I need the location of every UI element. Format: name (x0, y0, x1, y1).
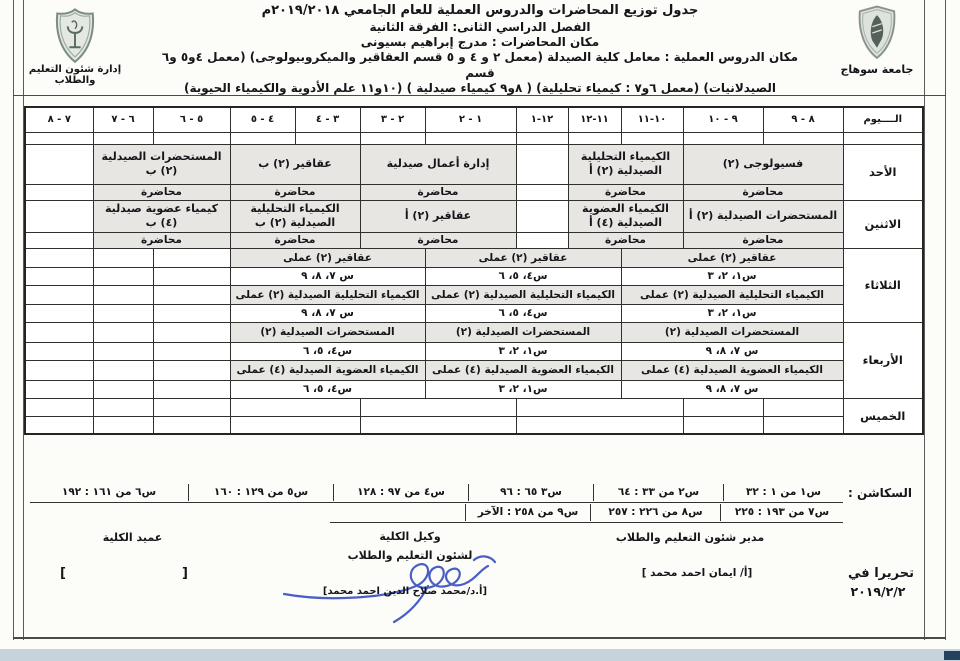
university-name: جامعة سوهاج (840, 63, 914, 76)
time-hours-cell: س١، ٢، ٣ (425, 342, 621, 360)
pharmacy-college-logo-icon (50, 7, 100, 65)
empty-cell (230, 416, 360, 434)
empty-cell (153, 398, 230, 416)
day-cell-tuesday: الثلاثاء (843, 248, 923, 322)
sections-label: السكاشن : (848, 486, 912, 500)
university-logo-icon (851, 5, 903, 61)
section-range-item: س٤ من ٩٧ : ١٢٨ (333, 484, 468, 501)
section-range-item: س٥ من ١٢٩ : ١٦٠ (188, 484, 333, 501)
time-hours-cell: س١، ٢، ٣ (621, 267, 843, 285)
monday-lecture-row (25, 232, 923, 248)
subject-cell: الكيمياء العضوية الصيدلية (٤) أ (568, 200, 683, 232)
empty-cell (360, 132, 425, 144)
subject-cell: الكيمياء التحليلية الصيدلية (٢) ب (230, 200, 360, 232)
empty-cell (25, 380, 93, 398)
subject-cell: الكيمياء التحليلية الصيدلية (٢) عملى (425, 285, 621, 304)
empty-cell (25, 232, 93, 248)
empty-cell (25, 200, 93, 232)
empty-cell (516, 416, 683, 434)
time-hours-cell: س ٧، ٨، ٩ (230, 267, 425, 285)
empty-cell (25, 416, 93, 434)
empty-cell (25, 304, 93, 322)
tuesday-hours-row-1 (25, 267, 923, 285)
empty-cell (25, 132, 93, 144)
time-slot-header: ١ - ٢ (425, 107, 516, 132)
lecture-type-cell: محاضرة (230, 232, 360, 248)
wednesday-practical-row-1 (25, 322, 923, 342)
empty-cell (153, 248, 230, 267)
empty-cell (25, 267, 93, 285)
time-slot-header: ١٠-١١ (621, 107, 683, 132)
empty-cell (516, 398, 683, 416)
empty-cell (516, 232, 568, 248)
empty-cell (153, 360, 230, 380)
empty-cell (93, 380, 153, 398)
subject-cell: عقاقير (٢) عملى (621, 248, 843, 267)
empty-cell (25, 285, 93, 304)
time-hours-cell: س٤، ٥، ٦ (230, 380, 425, 398)
time-hours-cell: س ٧، ٨، ٩ (621, 342, 843, 360)
empty-cell (25, 342, 93, 360)
tuesday-practical-row-1 (25, 248, 923, 267)
subject-cell: المستحضرات الصيدلية (٢) ب (93, 144, 230, 184)
section-range-item: س٣ ٦٥ : ٩٦ (468, 484, 593, 501)
time-slot-header: ٣ - ٤ (295, 107, 360, 132)
tuesday-practical-row-2 (25, 285, 923, 304)
lecture-type-cell: محاضرة (683, 184, 843, 200)
section-range-item: س٨ من ٢٢٦ : ٢٥٧ (590, 504, 720, 521)
time-hours-cell: س٤، ٥، ٦ (425, 304, 621, 322)
empty-cell (843, 132, 923, 144)
subject-cell: فسيولوجى (٢) (683, 144, 843, 184)
subject-cell: الكيمياء العضوية الصيدلية (٤) عملى (230, 360, 425, 380)
schedule-table (24, 106, 924, 435)
vice-dean-title: وكيل الكلية (379, 530, 441, 543)
dean-title: عميد الكلية (102, 531, 163, 544)
lecture-type-cell: محاضرة (230, 184, 360, 200)
empty-cell (93, 360, 153, 380)
time-slot-header: ٨ - ٩ (763, 107, 843, 132)
time-hours-cell: س ٧، ٨، ٩ (230, 304, 425, 322)
day-cell-monday: الاثنين (843, 200, 923, 248)
subject-cell: عقاقير (٢) أ (360, 200, 516, 232)
subject-cell: إدارة أعمال صيدلية (360, 144, 516, 184)
thursday-row-2 (25, 416, 923, 434)
empty-cell (25, 248, 93, 267)
sunday-lecture-row (25, 184, 923, 200)
lecture-place-line: مكان المحاضرات : مدرج إبراهيم بسيونى (360, 34, 600, 49)
subject-cell: الكيمياء التحليلية الصيدلية (٢) عملى (230, 285, 425, 304)
empty-cell (568, 132, 621, 144)
empty-cell (516, 132, 568, 144)
empty-cell (153, 380, 230, 398)
time-slot-header: ٦ - ٧ (93, 107, 153, 132)
sections-list (30, 483, 843, 523)
document-header (150, 3, 810, 96)
thursday-row-1 (25, 398, 923, 416)
time-hours-cell: س٤، ٥، ٦ (230, 342, 425, 360)
page-border-right-inner (924, 0, 925, 640)
time-slot-header: ٢ - ٣ (360, 107, 425, 132)
time-hours-cell: س ٧، ٨، ٩ (621, 380, 843, 398)
issued-date: ٢٠١٩/٢/٢ (850, 584, 906, 599)
wednesday-hours-row-1 (25, 342, 923, 360)
lecture-type-cell: محاضرة (93, 184, 230, 200)
day-cell-wednesday: الأربعاء (843, 322, 923, 398)
empty-cell (153, 285, 230, 304)
empty-cell (425, 132, 516, 144)
subject-cell: المستحضرات الصيدلية (٢) (425, 322, 621, 342)
empty-cell (516, 184, 568, 200)
section-range-item: س٩ من ٢٥٨ : الآخر (465, 504, 590, 521)
lecture-type-cell: محاضرة (568, 232, 683, 248)
empty-cell (153, 342, 230, 360)
lecture-type-cell: محاضرة (360, 232, 516, 248)
empty-cell (621, 132, 683, 144)
empty-cell (683, 132, 763, 144)
empty-cell (230, 398, 360, 416)
page-title: جدول توزيع المحاضرات والدروس العملية للعام الجامعي ٢٠١٩/٢٠١٨م (261, 3, 699, 18)
time-hours-cell: س١، ٢، ٣ (621, 304, 843, 322)
wednesday-hours-row-2 (25, 380, 923, 398)
time-slot-header: ٥ - ٦ (153, 107, 230, 132)
tuesday-hours-row-2 (25, 304, 923, 322)
dean-signature-slot (60, 566, 188, 581)
empty-cell (683, 416, 763, 434)
empty-cell (93, 304, 153, 322)
lecture-type-cell: محاضرة (568, 184, 683, 200)
time-slot-header: ٧ - ٨ (25, 107, 93, 132)
empty-cell (230, 132, 295, 144)
subject-cell: المستحضرات الصيدلية (٢) (621, 322, 843, 342)
time-hours-cell: س٤، ٥، ٦ (425, 267, 621, 285)
empty-cell (763, 132, 843, 144)
page-border-right-outer (945, 0, 946, 640)
time-header-row (25, 107, 923, 132)
time-slot-header: ١١-١٢ (568, 107, 621, 132)
page-border-bottom (13, 637, 946, 639)
close-bracket: ] (60, 566, 66, 581)
sections-row-1 (30, 483, 843, 503)
administration-label: إدارة شئون التعليم والطلاب (28, 64, 122, 86)
wednesday-practical-row-2 (25, 360, 923, 380)
labs-place-line-1: مكان الدروس العملية : معامل كلية الصيدلة (معمل ٢ و ٤ و ٥ قسم العقاقير والميكروبيولوجى) (معمل ٤و٥ و٦ قسم (161, 50, 799, 80)
section-range-item: س٢ من ٣٣ : ٦٤ (593, 484, 723, 501)
empty-cell (25, 398, 93, 416)
subject-cell: الكيمياء العضوية الصيدلية (٤) عملى (621, 360, 843, 380)
sections-row-2 (330, 503, 843, 523)
vice-dean-name: [أ.د/محمد صلاح الدين احمد محمد] (322, 586, 488, 597)
subject-cell: الكيمياء التحليلية الصيدلية (٢) أ (568, 144, 683, 184)
sunday-subjects-row (25, 144, 923, 184)
time-hours-cell: س١، ٢، ٣ (425, 380, 621, 398)
monday-subjects-row (25, 200, 923, 232)
empty-cell (93, 285, 153, 304)
time-slot-header: ٩ - ١٠ (683, 107, 763, 132)
empty-cell (360, 398, 516, 416)
subject-cell: عقاقير (٢) عملى (425, 248, 621, 267)
empty-cell (516, 144, 568, 184)
empty-cell (153, 416, 230, 434)
subject-cell: المستحضرات الصيدلية (٢) (230, 322, 425, 342)
empty-cell (360, 416, 516, 434)
time-slot-header: ١٢-١ (516, 107, 568, 132)
empty-cell (153, 132, 230, 144)
day-cell-sunday: الأحد (843, 144, 923, 200)
lecture-type-cell: محاضرة (360, 184, 516, 200)
page-border-left-outer (13, 0, 14, 640)
empty-cell (153, 304, 230, 322)
section-range-item: س٦ من ١٦١ : ١٩٢ (61, 486, 157, 498)
empty-cell (93, 342, 153, 360)
labs-place-line-2: الصيدلانيات) (معمل ٦و٧ : كيمياء تحليلية) ( ٨و٩ كيمياء صيدلية ) (١٠و١١ علم الأدوية والكيمياء الحيوية) (183, 81, 777, 96)
subject-cell: عقاقير (٢) ب (230, 144, 360, 184)
empty-cell (93, 416, 153, 434)
subject-cell: كيمياء عضوية صيدلية (٤) ب (93, 200, 230, 232)
subject-cell: المستحضرات الصيدلية (٢) أ (683, 200, 843, 232)
subject-cell: عقاقير (٢) عملى (230, 248, 425, 267)
empty-cell (763, 398, 843, 416)
empty-cell (25, 184, 93, 200)
issued-on-label: تحريرا في (848, 566, 914, 581)
subject-cell: الكيمياء التحليلية الصيدلية (٢) عملى (621, 285, 843, 304)
section-range-item: س٧ من ١٩٣ : ٢٢٥ (720, 504, 843, 521)
scanner-edge-strip (0, 649, 960, 661)
vice-dean-subtitle: لشئون التعليم والطلاب (347, 549, 473, 562)
empty-cell (683, 398, 763, 416)
empty-cell (93, 267, 153, 285)
empty-cell (516, 200, 568, 232)
scanner-corner-mark (944, 651, 960, 660)
director-title: مدير شئون التعليم والطلاب (615, 531, 765, 544)
spacer-row (25, 132, 923, 144)
empty-cell (25, 322, 93, 342)
empty-cell (25, 144, 93, 184)
empty-cell (295, 132, 360, 144)
empty-cell (93, 322, 153, 342)
lecture-type-cell: محاضرة (683, 232, 843, 248)
lecture-type-cell: محاضرة (93, 232, 230, 248)
day-column-header: الــــيوم (843, 107, 923, 132)
time-slot-header: ٤ - ٥ (230, 107, 295, 132)
empty-cell (25, 360, 93, 380)
day-cell-thursday: الخميس (843, 398, 923, 434)
empty-cell (93, 132, 153, 144)
empty-cell (153, 322, 230, 342)
term-line: الفصل الدراسي الثانى: الفرقة الثانية (369, 19, 591, 34)
empty-cell (93, 398, 153, 416)
empty-cell (93, 248, 153, 267)
open-bracket: [ (182, 566, 188, 581)
empty-cell (763, 416, 843, 434)
director-name: [أ/ ايمان احمد محمد ] (641, 567, 753, 579)
empty-cell (153, 267, 230, 285)
subject-cell: الكيمياء العضوية الصيدلية (٤) عملى (425, 360, 621, 380)
section-range-item: س١ من ١ : ٣٢ (723, 484, 843, 501)
